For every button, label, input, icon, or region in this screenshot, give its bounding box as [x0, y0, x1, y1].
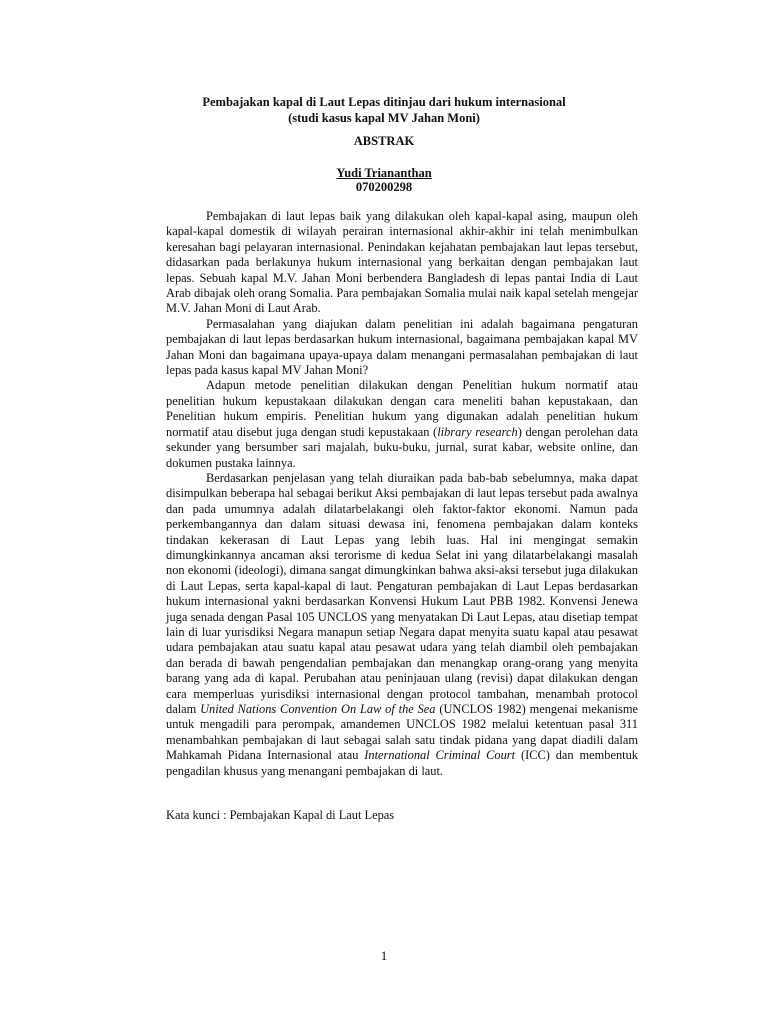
text-segment: ) dengan perolehan data sekunder yang bersumber sari majalah, buku-buku, jurnal, surat kabar, website online, dan dokumen pustaka lainnya.: [166, 424, 639, 470]
abstract-body: [166, 209, 638, 779]
italic-term: International Criminal Court: [364, 748, 516, 763]
abstract-paragraph: [166, 378, 638, 470]
student-id: 070200298: [355, 180, 413, 194]
page-number: 1: [380, 948, 388, 963]
title-line-1: Pembajakan kapal di Laut Lepas ditinjau dari hukum internasional: [202, 95, 566, 109]
text-segment: (UNCLOS 1982) mengenai mekanisme untuk mengadili para perompak, amandemen UNCLOS 1982 melalui ketentuan pasal 311 menambahkan pembajakan di laut sebagai salah satu tindak pidana yang dapat diadili dalam Mahkamah Pidana Internasional atau: [166, 702, 638, 763]
abstract-paragraph: [166, 317, 638, 379]
abstract-paragraph: [166, 471, 638, 779]
text-segment: Adapun metode penelitian dilakukan dengan Penelitian hukum normatif atau penelitian hukum kepustakaan dilakukan dengan cara meneliti bahan kepustakaan, dan Penelitian hukum empiris. Penelitian hukum yang digunakan adalah penelitian hukum normatif atau disebut juga dengan studi kepustakaan (: [166, 378, 638, 439]
document-title: [0, 94, 768, 126]
author-name: Yudi Triananthan: [336, 166, 432, 180]
text-segment: Pembajakan di laut lepas baik yang dilakukan oleh kapal-kapal asing, maupun oleh kapal-kapal domestik di wilayah perairan internasional akhir-akhir ini telah menimbulkan keresahan bagi pelayaran internasional. Penindakan kejahatan pembajakan laut lepas tersebut, didasarkan pada berlakunya hukum internasional yang berkaitan dengan pembajakan laut lepas. Sebuah kapal M.V. Jahan Moni berbendera Bangladesh di lepas pantai India di Laut Arab dibajak oleh orang Somalia. Para pembajakan Somalia mulai naik kapal setelah mengejar M.V. Jahan Moni di Laut Arab.: [166, 209, 638, 316]
italic-term: United Nations Convention On Law of the Sea: [200, 702, 436, 716]
text-segment: Berdasarkan penjelasan yang telah diuraikan pada bab-bab sebelumnya, maka dapat disimpulkan beberapa hal sebagai berikut Aksi pembajakan di laut lepas tersebut pada awalnya dan pada umumnya adalah dilatarbelakangi oleh faktor-faktor ekonomi. Namun pada perkembangannya dan dalam situasi dewasa ini, fenomena pembajakan dalam konteks tindakan kekerasan di Laut Lepas yang lebih luas. Hal ini mengingat semakin dimungkinkannya ancaman aksi terorisme di kedua Selat ini yang dilatarbelakangi masalah non ekonomi (ideologi), dimana sangat dimungkinkan bahwa aksi-aksi tersebut juga dilakukan di Laut Lepas, serta kapal-kapal di laut. Pengaturan pembajakan di Laut Lepas berdasarkan hukum internasional yakni berdasarkan Konvensi Hukum Laut PBB 1982. Konvensi Jenewa juga senada dengan Pasal 105 UNCLOS yang menyatakan Di Laut Lepas, atau disetiap tempat lain di luar yurisdiksi Negara manapun setiap Negara dapat menyita suatu kapal atau pesawat udara pembajakan atau suatu kapal atau pesawat udara yang telah diambil oleh pembajakan dan berada di bawah pengendalian pembajakan dan menangkap orang-orang yang menyita barang yang ada di kapal. Perubahan atau peninjauan ulang (revisi) dapat dilakukan dengan cara memperluas yurisdiksi internasional dengan protocol tambahan, menambah protocol dalam: [166, 470, 638, 716]
section-heading: ABSTRAK: [353, 134, 415, 148]
italic-term: library research: [437, 424, 518, 439]
keywords: Kata kunci : Pembajakan Kapal di Laut Lepas: [166, 808, 395, 822]
text-segment: (ICC) dan membentuk pengadilan khusus yang menangani pembajakan di laut.: [166, 748, 638, 778]
abstract-paragraph: [166, 209, 638, 317]
text-segment: Permasalahan yang diajukan dalam penelitian ini adalah bagaimana pengaturan pembajakan di laut lepas berdasarkan hukum internasional, bagaimana pembajakan kapal MV Jahan Moni dan bagaimana upaya-upaya dalam menangani permasalahan pembajakan di laut lepas pada kasus kapal MV Jahan Moni?: [166, 316, 638, 378]
title-line-2: (studi kasus kapal MV Jahan Moni): [288, 111, 480, 125]
